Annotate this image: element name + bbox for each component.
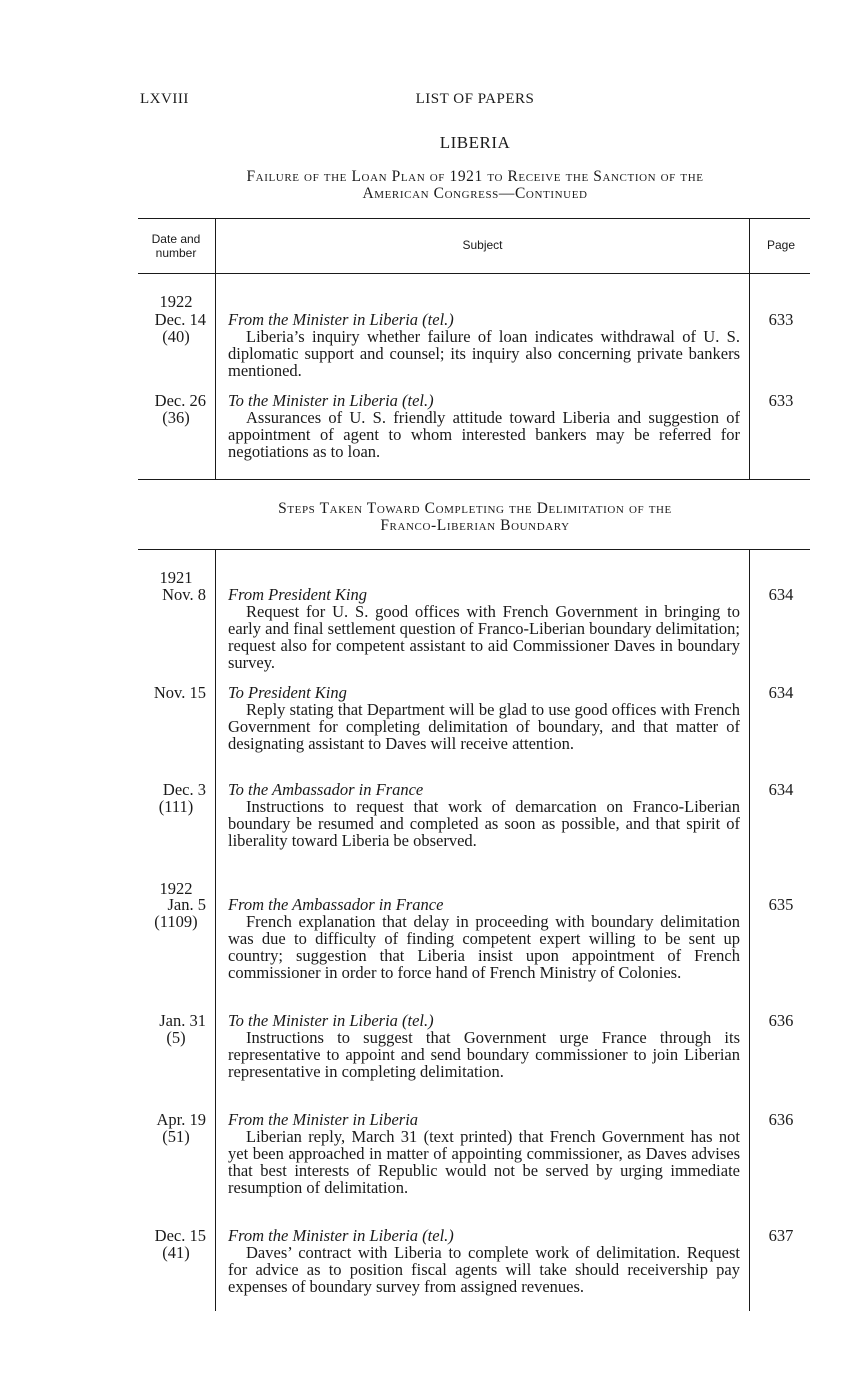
entry-heading: From the Minister in Liberia (tel.)	[228, 1226, 454, 1245]
subsection-heading-loan-plan	[140, 168, 810, 202]
entry-heading: From President King	[228, 585, 368, 604]
entry-number: (36)	[162, 408, 190, 427]
entry-heading: From the Ambassador in France	[228, 895, 444, 914]
entry-date: Nov. 15	[153, 683, 206, 702]
entry-number: (5)	[166, 1028, 186, 1047]
entry-heading: To the Ambassador in France	[228, 780, 424, 799]
page-number: LXVIII	[140, 91, 189, 107]
entry-date: Dec. 3	[162, 780, 206, 799]
entry-summary: Instructions to suggest that Government urge France through its representative to appoint and send boundary commissioner to join Liberian representative in completing delimitation.	[228, 1028, 740, 1081]
entry-number: (111)	[158, 797, 194, 816]
table-header-rule	[138, 273, 810, 274]
list-item	[228, 781, 740, 849]
running-title: LIST OF PAPERS	[415, 91, 535, 107]
entry-page: 634	[768, 683, 794, 702]
entry-page: 634	[768, 780, 794, 799]
year-label: 1922	[159, 292, 193, 311]
list-item	[228, 586, 740, 671]
column-header-subject: Subject	[462, 238, 503, 252]
entry-summary: Liberian reply, March 31 (text printed) that French Government has not yet been approached in matter of appointing commissioner, as Daves advises that best interests of Republic would not be served by urging immediate resumption of delimitation.	[228, 1127, 740, 1197]
subsection-heading-line: Failure of the Loan Plan of 1921 to Receive the Sanction of the	[246, 168, 704, 185]
column-header-date: Date and number	[151, 232, 201, 260]
subsection-heading-boundary	[140, 500, 810, 534]
entry-date: Nov. 8	[162, 585, 206, 604]
list-item	[228, 1111, 740, 1196]
entry-number: (40)	[162, 327, 190, 346]
entry-page: 636	[768, 1110, 794, 1129]
entry-date: Dec. 26	[154, 391, 206, 410]
entry-summary: French explanation that delay in proceeding with boundary delimitation was due to difficulty of finding competent expert willing to be sent up country; suggestion that Liberia insist upon appointment of French commissioner in order to force hand of French Ministry of Colonies.	[228, 912, 740, 982]
column-divider	[215, 218, 216, 479]
entry-heading: From the Minister in Liberia (tel.)	[228, 310, 454, 329]
list-item	[228, 896, 740, 981]
entry-number: (51)	[162, 1127, 190, 1146]
entry-number: (1109)	[154, 912, 198, 931]
subsection-heading-line: Franco-Liberian Boundary	[380, 517, 570, 534]
entry-number: (41)	[162, 1243, 190, 1262]
section-title: LIBERIA	[439, 133, 511, 152]
year-label: 1921	[159, 568, 193, 587]
entry-heading: To the Minister in Liberia (tel.)	[228, 391, 434, 410]
entry-heading: To the Minister in Liberia (tel.)	[228, 1011, 434, 1030]
entry-summary: Reply stating that Department will be glad to use good offices with French Government for completing delimitation of boundary, and that matter of designating assistant to Daves will receive attention.	[228, 700, 740, 753]
entry-page: 636	[768, 1011, 794, 1030]
entry-page: 633	[768, 310, 794, 329]
column-header-page: Page	[766, 238, 796, 252]
entry-date: Dec. 14	[154, 310, 206, 329]
entry-summary: Request for U. S. good offices with French Government in bringing to early and final settlement question of Franco-Liberian boundary delimitation; request also for competent assistant to aid Commissioner Daves in boundary survey.	[228, 602, 740, 672]
entry-summary: Instructions to request that work of demarcation on Franco-Liberian boundary be resumed and completed as soon as possible, and that spirit of liberality toward Liberia be observed.	[228, 797, 740, 850]
entry-date: Dec. 15	[154, 1226, 206, 1245]
table-top-rule	[138, 549, 810, 550]
subsection-heading-line: American Congress—Continued	[362, 185, 588, 202]
list-item	[228, 684, 740, 752]
entry-page: 634	[768, 585, 794, 604]
entry-date: Jan. 31	[159, 1011, 206, 1030]
page-header	[140, 91, 810, 111]
entry-summary: Daves’ contract with Liberia to complete work of delimitation. Request for advice as to position fiscal agents will take should receivership pay expenses of boundary survey from assigned revenues.	[228, 1243, 740, 1296]
entry-page: 637	[768, 1226, 794, 1245]
list-item	[228, 311, 740, 379]
column-divider	[749, 549, 750, 1311]
entry-summary: Liberia’s inquiry whether failure of loan indicates withdrawal of U. S. diplomatic support and counsel; its inquiry also concerning private bankers mentioned.	[228, 327, 740, 380]
table-bottom-rule	[138, 479, 810, 480]
entry-date: Apr. 19	[156, 1110, 206, 1129]
column-divider	[215, 549, 216, 1311]
table-top-rule	[138, 218, 810, 219]
list-item	[228, 392, 740, 460]
year-label: 1922	[159, 879, 193, 898]
subsection-heading-line: Steps Taken Toward Completing the Delimitation of the	[278, 500, 672, 517]
list-item	[228, 1227, 740, 1295]
list-item	[228, 1012, 740, 1080]
entry-page: 635	[768, 895, 794, 914]
entry-date: Jan. 5	[167, 895, 206, 914]
entry-page: 633	[768, 391, 794, 410]
column-divider	[749, 218, 750, 479]
entry-heading: From the Minister in Liberia	[228, 1110, 419, 1129]
entry-heading: To President King	[228, 683, 347, 702]
entry-summary: Assurances of U. S. friendly attitude toward Liberia and suggestion of appointment of agent to whom interested bankers may be referred for negotiations as to loan.	[228, 408, 740, 461]
